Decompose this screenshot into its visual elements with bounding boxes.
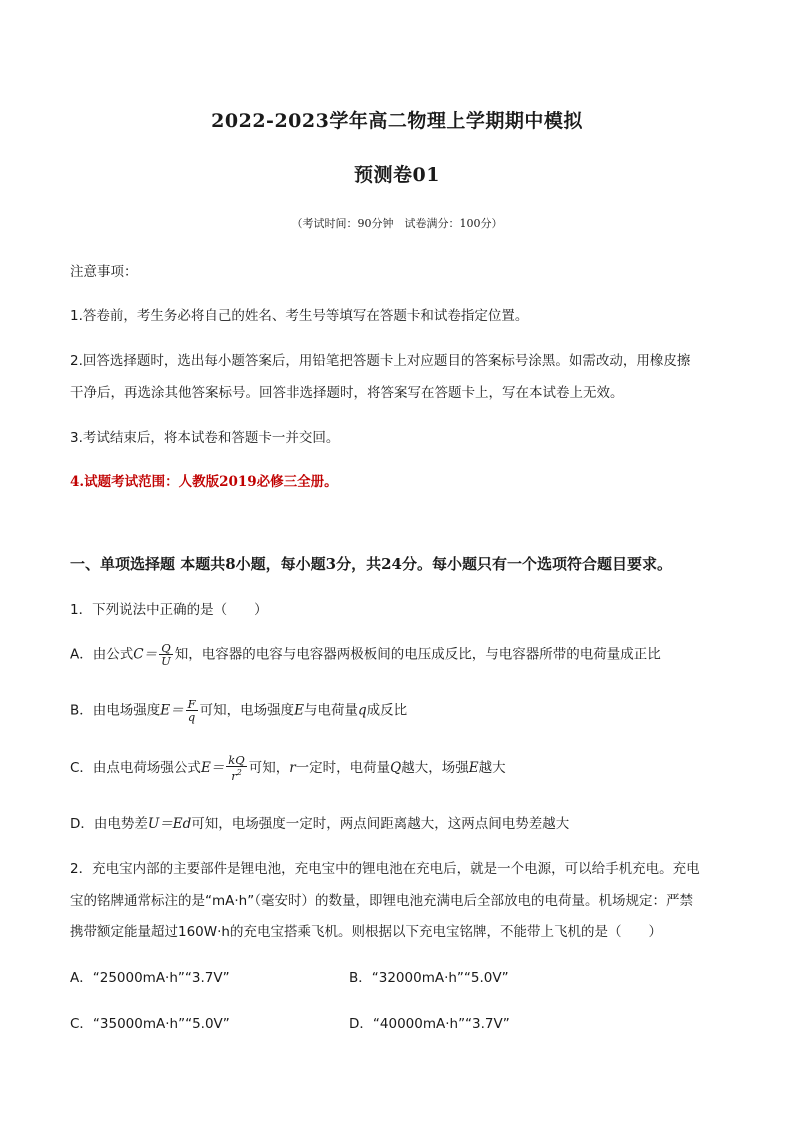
question-2-option-a: A．“25000mA·h”“3.7V” — [70, 970, 230, 986]
question-2-option-c: C．“35000mA·h”“5.0V” — [70, 1016, 230, 1032]
question-2-option-b: B．“32000mA·h”“5.0V” — [349, 970, 509, 986]
exam-title-line2: 预测卷01 — [354, 164, 440, 186]
fraction-q-over-u: $\frac{Q}{U}$ — [161, 641, 171, 668]
formula-capacitance: C＝ — [133, 646, 158, 663]
question-1-stem: 1．下列说法中正确的是（ ） — [70, 602, 268, 618]
question-1-option-d: D．由电势差U＝Ed可知，电场强度一定时，两点间距离越大，这两点间电势差越大 — [70, 816, 570, 832]
question-1-option-a: A．由公式C＝ $\frac{Q}{U}$ 知，电容器的电容与电容器两极板间的电压成反比，与电容器所带的电荷量成正比 — [70, 641, 661, 668]
fraction-kq-over-r2: $\frac{kQ}{r^2}$ — [228, 753, 245, 783]
question-1-option-c: C．由点电荷场强公式E＝ $\frac{kQ}{r^2}$ 可知，r一定时，电荷量Q越大，场强E越大 — [70, 753, 506, 783]
notice-item-4: 4.试题考试范围：人教版2019必修三全册。 — [70, 474, 338, 490]
notice-heading: 注意事项： — [70, 264, 138, 280]
formula-potential-difference: U＝Ed — [147, 816, 192, 832]
question-2-option-d: D．“40000mA·h”“3.7V” — [349, 1016, 510, 1032]
notice-item-3: 3.考试结束后，将本试卷和答题卡一并交回。 — [70, 430, 340, 446]
formula-point-charge-field: E＝ — [200, 759, 225, 776]
question-2-stem-line2: 宝的铭牌通常标注的是“mA·h”（毫安时）的数量，即锂电池充满电后全部放电的电荷量。机场规定：严禁 — [70, 893, 693, 909]
notice-item-1: 1.答卷前，考生务必将自己的姓名、考生号等填写在答题卡和试卷指定位置。 — [70, 308, 529, 324]
exam-title-line1: 2022-2023学年高二物理上学期期中模拟 — [211, 110, 583, 132]
question-1-option-b: B．由电场强度E＝ $\frac{F}{q}$ 可知，电场强度E与电荷量q成反比 — [70, 697, 408, 724]
question-2-stem-line1: 2．充电宝内部的主要部件是锂电池，充电宝中的锂电池在充电后，就是一个电源，可以给手机充电。充电 — [70, 861, 700, 877]
fraction-f-over-q: $\frac{F}{q}$ — [187, 697, 196, 724]
notice-item-2-line2: 干净后，再选涂其他答案标号。回答非选择题时，将答案写在答题卡上，写在本试卷上无效。 — [70, 385, 624, 401]
formula-field-strength: E＝ — [160, 702, 184, 719]
section-1-heading: 一、单项选择题 本题共8小题，每小题3分，共24分。每小题只有一个选项符合题目要求。 — [70, 555, 672, 573]
notice-item-2-line1: 2.回答选择题时，选出每小题答案后，用铅笔把答题卡上对应题目的答案标号涂黑。如需改动，用橡皮擦 — [70, 353, 691, 369]
exam-info: （考试时间：90分钟 试卷满分：100分） — [291, 217, 503, 230]
question-2-stem-line3: 携带额定能量超过160W·h的充电宝搭乘飞机。则根据以下充电宝铭牌，不能带上飞机的是（ ） — [70, 924, 662, 940]
